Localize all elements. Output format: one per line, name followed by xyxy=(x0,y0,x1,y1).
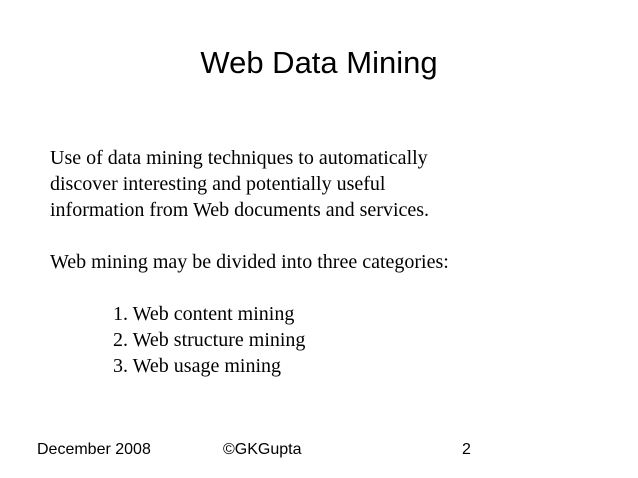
paragraph-spacer xyxy=(50,223,610,249)
page-number: 2 xyxy=(462,441,471,458)
footer-date: December 2008 xyxy=(37,441,151,458)
definition-line-2: discover interesting and potentially useful xyxy=(50,173,386,195)
list-item: 1. Web content mining xyxy=(113,303,295,325)
categories-intro: Web mining may be divided into three categories: xyxy=(50,251,449,273)
paragraph-spacer xyxy=(50,275,610,301)
list-item: 2. Web structure mining xyxy=(113,329,306,351)
definition-line-1: Use of data mining techniques to automatically xyxy=(50,147,428,169)
list-item: 3. Web usage mining xyxy=(113,355,281,377)
categories-list xyxy=(50,301,610,379)
slide-body xyxy=(50,145,610,379)
footer-author: ©GKGupta xyxy=(223,441,302,458)
definition-line-3: information from Web documents and services. xyxy=(50,199,430,221)
slide-title: Web Data Mining xyxy=(200,45,438,80)
